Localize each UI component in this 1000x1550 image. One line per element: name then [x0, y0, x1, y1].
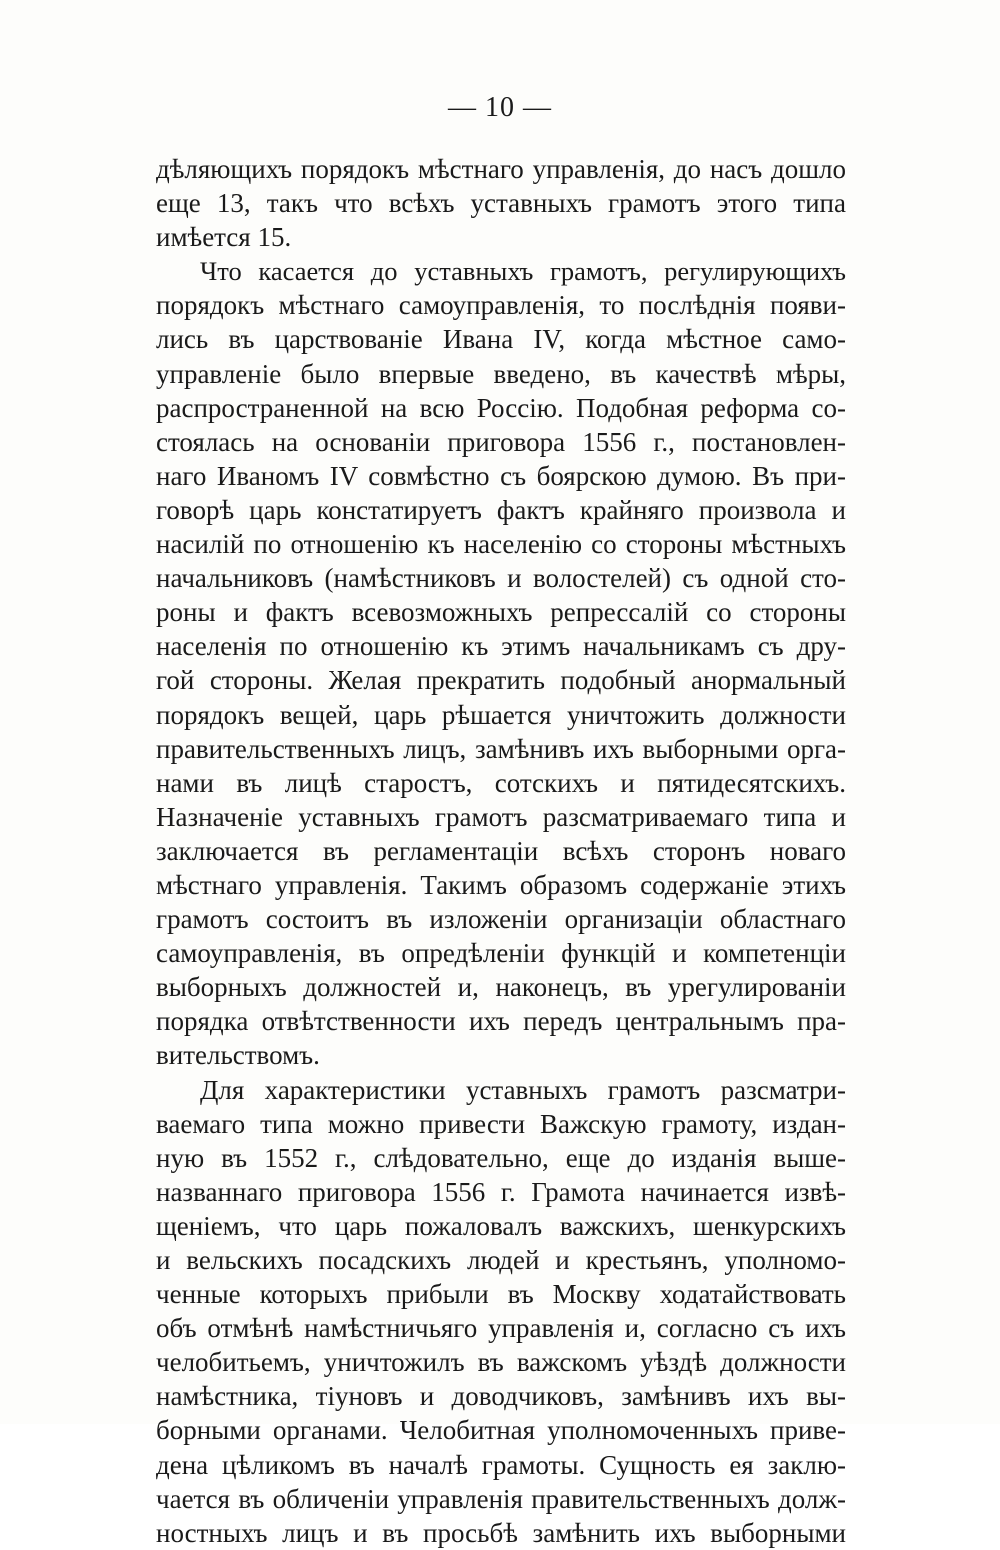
- text-line: объ отмѣнѣ намѣстничьяго управленія и, согласно съ ихъ: [156, 1313, 846, 1344]
- text-line: дѣляющихъ порядокъ мѣстнаго управленія, до насъ дошло: [156, 154, 846, 184]
- text-line: ную въ 1552 г., слѣдовательно, еще до изданія выше-: [156, 1142, 846, 1173]
- text-line: грамотъ состоитъ въ изложеніи организаціи областнаго: [156, 904, 846, 935]
- paragraph-3: [156, 1073, 846, 1550]
- text-line: намѣстника, тіуновъ и доводчиковъ, замѣнивъ ихъ вы-: [156, 1381, 846, 1412]
- text-line: дена цѣликомъ въ началѣ грамоты. Сущность ея заклю-: [156, 1449, 846, 1480]
- text-line: ченные которыхъ прибыли въ Москву ходатайствовать: [156, 1279, 846, 1310]
- text-line: порядокъ мѣстнаго самоуправленія, то послѣднія появи-: [156, 290, 846, 321]
- text-line: Назначеніе уставныхъ грамотъ разсматриваемаго типа и: [156, 801, 846, 832]
- text-line: порядокъ вещей, царь рѣшается уничтожить должности: [156, 699, 846, 730]
- text-line: насилій по отношенію къ населенію со стороны мѣстныхъ: [156, 529, 846, 560]
- text-line: чается въ обличеніи управленія правительственныхъ долж-: [156, 1483, 846, 1514]
- text-line: стоялась на основаніи приговора 1556 г., постановлен-: [156, 426, 846, 457]
- text-line: вительствомъ.: [156, 1040, 320, 1071]
- text-line: роны и фактъ всевозможныхъ репрессалій со стороны: [156, 597, 846, 628]
- text-line: ностныхъ лицъ и въ просьбѣ замѣнить ихъ выборными: [156, 1517, 846, 1548]
- text-line: и вельскихъ посадскихъ людей и крестьянъ, уполномо-: [156, 1245, 846, 1275]
- page-number: — 10 —: [448, 92, 552, 123]
- text-line: самоуправленія, въ опредѣленіи функцій и компетенціи: [156, 938, 846, 969]
- text-line: выборныхъ должностей и, наконецъ, въ урегулированіи: [156, 972, 846, 1003]
- text-line: начальниковъ (намѣстниковъ и волостелей) съ одной сто-: [156, 563, 846, 594]
- text-line: заключается въ регламентаціи всѣхъ сторонъ новаго: [156, 835, 846, 866]
- text-line: наго Иваномъ IV совмѣстно съ боярскою думою. Въ при-: [156, 460, 846, 491]
- text-line: нами въ лицѣ старостъ, сотскихъ и пятидесятскихъ.: [156, 767, 846, 798]
- text-line: распространенной на всю Россію. Подобная реформа со-: [156, 392, 846, 423]
- text-line: Для характеристики уставныхъ грамотъ разсматри-: [200, 1074, 846, 1105]
- text-line: гой стороны. Желая прекратить подобный анормальный: [156, 665, 846, 696]
- text-line: борными органами. Челобитная уполномоченныхъ приве-: [156, 1415, 846, 1446]
- text-line: говорѣ царь констатируетъ фактъ крайняго произвола и: [156, 494, 846, 525]
- text-line: порядка отвѣтственности ихъ передъ центральнымъ пра-: [156, 1006, 846, 1037]
- text-line: еще 13, такъ что всѣхъ уставныхъ грамотъ этого типа: [156, 188, 846, 219]
- paragraph-2: [156, 254, 846, 1072]
- text-line: щеніемъ, что царь пожаловалъ важскихъ, шенкурскихъ: [156, 1210, 846, 1241]
- text-line: управленіе было впервые введено, въ качествѣ мѣры,: [156, 358, 846, 389]
- text-line: правительственныхъ лицъ, замѣнивъ ихъ выборными орга-: [156, 733, 846, 764]
- text-line: имѣется 15.: [156, 222, 292, 253]
- text-line: названнаго приговора 1556 г. Грамота начинается извѣ-: [156, 1176, 846, 1207]
- text-line: лись въ царствованіе Ивана IV, когда мѣстное само-: [156, 324, 846, 355]
- text-line: ваемаго типа можно привести Важскую грамоту, издан-: [156, 1108, 846, 1139]
- text-line: населенія по отношенію къ этимъ начальникамъ съ дру-: [156, 631, 846, 662]
- paragraph-1: [156, 152, 846, 254]
- text-line: Что касается до уставныхъ грамотъ, регулирующихъ: [200, 256, 846, 287]
- body-text: [156, 152, 846, 1550]
- text-line: мѣстнаго управленія. Такимъ образомъ содержаніе этихъ: [156, 869, 846, 900]
- text-line: челобитьемъ, уничтожилъ въ важскомъ уѣздѣ должности: [156, 1347, 846, 1378]
